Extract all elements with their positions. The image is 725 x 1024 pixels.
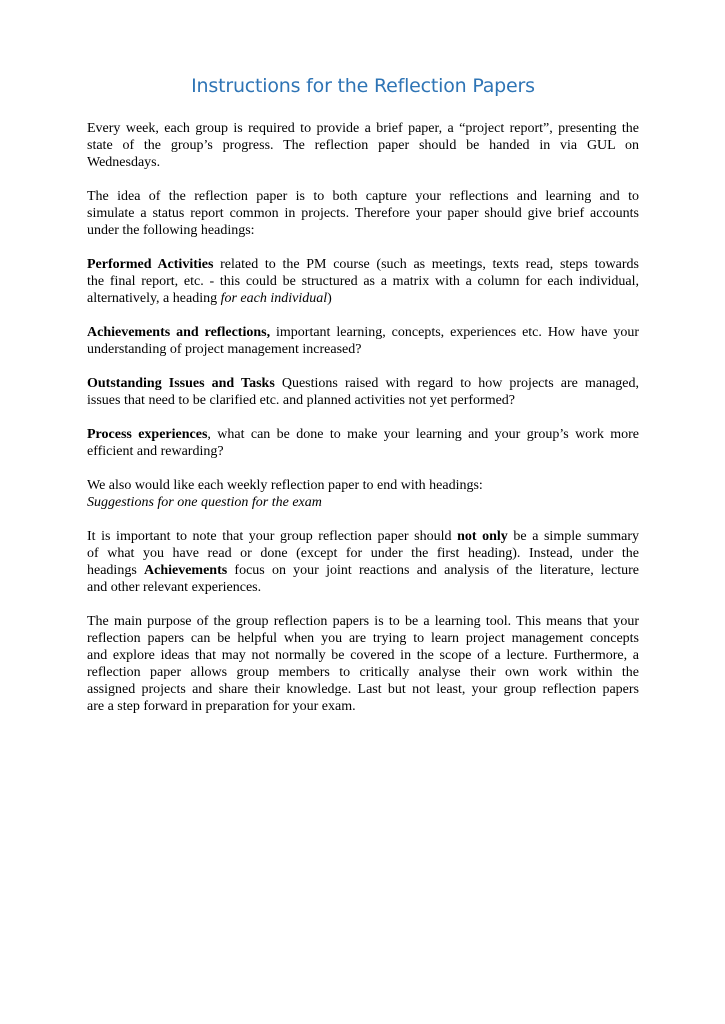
text-line <box>87 494 639 511</box>
paragraph-main-purpose <box>87 613 639 715</box>
text-line: simulate a status report common in projects. Therefore your paper should give brief accounts <box>87 206 639 221</box>
text-line: state of the group’s progress. The reflection paper should be handed in via GUL on <box>87 138 639 153</box>
paragraph-weekly-headings <box>87 477 639 511</box>
paragraph-process-experiences <box>87 426 639 460</box>
text-fragment: , what can be done to make your learning and your group’s work more <box>207 427 639 442</box>
text-line: and explore ideas that may not normally be covered in the scope of a lecture. Furthermore, a <box>87 648 639 663</box>
text-line <box>87 528 639 545</box>
heading-achievements: Achievements and reflections, <box>87 325 271 340</box>
heading-exam-suggestions: Suggestions for one question for the exam <box>87 495 322 510</box>
text-line: The idea of the reflection paper is to both capture your reflections and learning and to <box>87 189 639 204</box>
text-line: the final report, etc. - this could be structured as a matrix with a column for each individual, <box>87 274 639 289</box>
text-line: understanding of project management increased? <box>87 342 362 357</box>
page-title: Instructions for the Reflection Papers <box>191 75 535 97</box>
text-line: We also would like each weekly reflection paper to end with headings: <box>87 478 483 493</box>
text-line <box>87 375 639 392</box>
text-line: and other relevant experiences. <box>87 580 262 595</box>
text-fragment: ) <box>327 291 332 306</box>
text-line: are a step forward in preparation for your exam. <box>87 699 356 714</box>
text-fragment: Questions raised with regard to how projects are managed, <box>274 376 639 391</box>
text-line <box>87 562 639 579</box>
text-line <box>87 290 639 307</box>
text-line: The main purpose of the group reflection papers is to be a learning tool. This means that your <box>87 614 639 629</box>
text-fragment: focus on your joint reactions and analysis of the literature, lecture <box>227 563 640 578</box>
document-body <box>87 120 639 715</box>
text-line: Wednesdays. <box>87 155 161 170</box>
text-line <box>87 256 639 273</box>
paragraph-idea <box>87 188 639 239</box>
paragraph-performed-activities <box>87 256 639 307</box>
italic-fragment: for each individual <box>220 291 328 306</box>
text-line: efficient and rewarding? <box>87 444 224 459</box>
bold-fragment: Achievements <box>144 563 228 578</box>
heading-process-experiences: Process experiences <box>87 427 208 442</box>
text-fragment: alternatively, a heading <box>87 291 221 306</box>
text-line: reflection papers can be helpful when you are trying to learn project management concepts <box>87 631 639 646</box>
heading-performed-activities: Performed Activities <box>87 257 214 272</box>
text-line <box>87 324 639 341</box>
text-fragment: related to the PM course (such as meetings, texts read, steps towards <box>213 257 639 272</box>
paragraph-achievements <box>87 324 639 358</box>
text-line <box>87 426 639 443</box>
text-line: reflection paper allows group members to critically analyse their own work within the <box>87 665 639 680</box>
text-line: of what you have read or done (except for under the first heading). Instead, under the <box>87 546 639 561</box>
document-page <box>87 0 639 1024</box>
paragraph-intro <box>87 120 639 171</box>
heading-outstanding-issues: Outstanding Issues and Tasks <box>87 376 275 391</box>
text-line: issues that need to be clarified etc. and planned activities not yet performed? <box>87 393 516 408</box>
text-line: Every week, each group is required to provide a brief paper, a “project report”, presenting the <box>87 121 639 136</box>
paragraph-outstanding-issues <box>87 375 639 409</box>
text-fragment: important learning, concepts, experiences etc. How have your <box>270 325 639 340</box>
text-line: under the following headings: <box>87 223 255 238</box>
text-fragment: It is important to note that your group reflection paper should <box>87 529 458 544</box>
text-fragment: headings <box>87 563 144 578</box>
paragraph-important-note <box>87 528 639 596</box>
text-line: assigned projects and share their knowledge. Last but not least, your group reflection papers <box>87 682 639 697</box>
text-fragment: be a simple summary <box>507 529 639 544</box>
bold-fragment: not only <box>457 529 508 544</box>
